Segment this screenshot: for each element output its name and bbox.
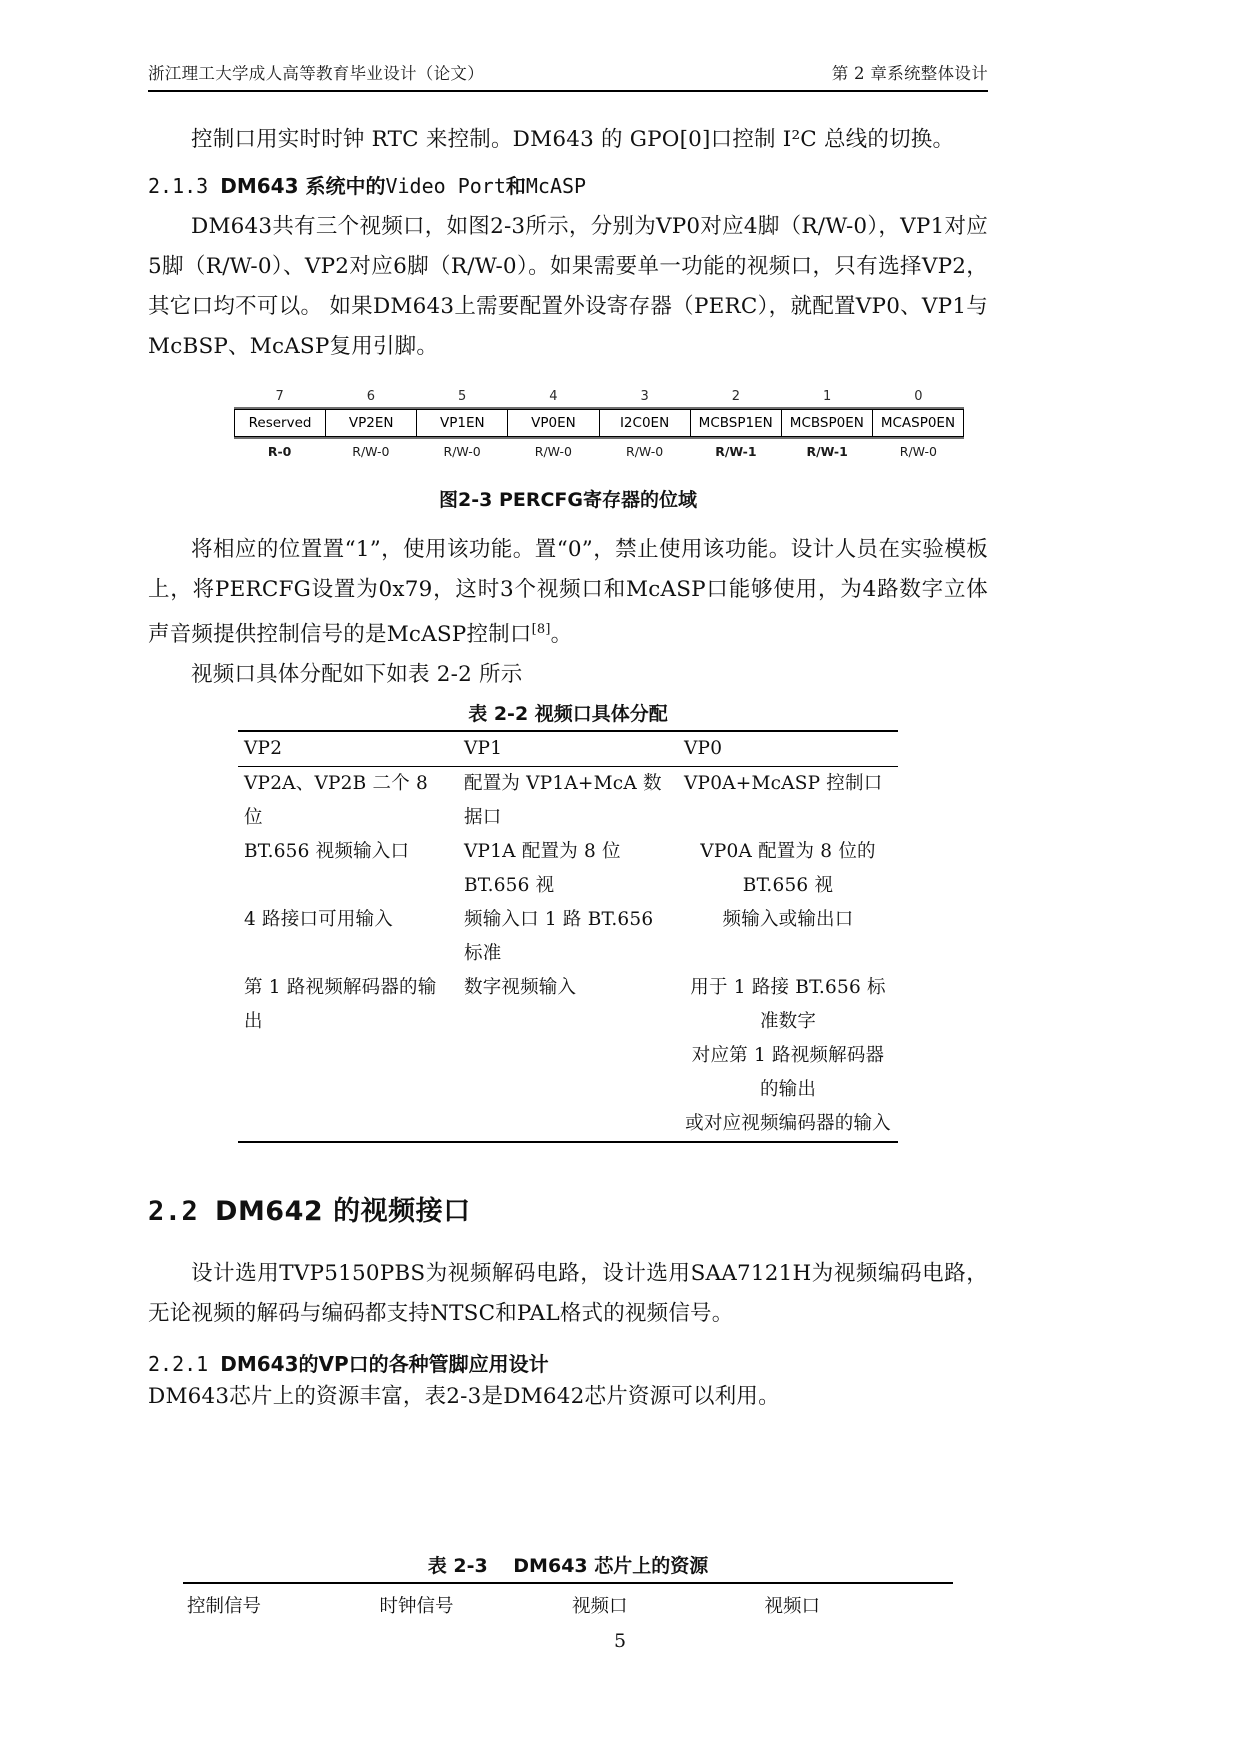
- register-access-cell: R-0: [267, 444, 292, 459]
- register-bit-number: 2: [731, 389, 741, 404]
- register-bit-number: 4: [549, 389, 558, 404]
- register-field-cell: VP2EN: [326, 410, 417, 437]
- table-cell: 或对应视频编码器的输入: [685, 1113, 891, 1135]
- table-row: [238, 903, 898, 971]
- table-cell: 用于 1 路接 BT.656 标准数字: [690, 977, 886, 1033]
- register-field-cell: I2C0EN: [599, 410, 690, 437]
- table-row: [238, 767, 898, 836]
- table-row: [238, 835, 898, 903]
- table-cell: 第 1 路视频解码器的输出: [244, 977, 437, 1033]
- heading-2-2: [148, 1189, 988, 1228]
- register-field-cell: VP0EN: [508, 410, 599, 437]
- paragraph-spacer: [148, 1334, 988, 1348]
- register-box-outline: [234, 407, 964, 439]
- register-bit-number: 5: [457, 389, 467, 404]
- register-access-cell: R/W-1: [806, 444, 848, 459]
- table-cell: 配置为 VP1A+McA 数据口: [458, 767, 678, 836]
- page-content: [148, 60, 988, 1624]
- paragraph-codec: 设计选用TVP5150PBS为视频解码电路，设计选用SAA7121H为视频编码电路，无论视频的解码与编码都支持NTSC和PAL格式的视频信号。: [148, 1261, 988, 1327]
- table-cell: 频输入或输出口: [722, 909, 854, 931]
- register-bit-number: 7: [275, 389, 284, 404]
- register-figure: [234, 389, 964, 459]
- running-header: [148, 60, 988, 90]
- table-cell: VP0A 配置为 8 位的 BT.656 视: [700, 841, 876, 897]
- register-access-row: [234, 439, 964, 459]
- register-field-cell: Reserved: [235, 410, 326, 437]
- table-row: [238, 1039, 898, 1107]
- paragraph-percfg-text: 将相应的位置置“1”，使用该功能。置“0”，禁止使用该功能。设计人员在实验模板上，将PERCFG设置为0x79，这时3个视频口和McASP口能够使用，为4路数字立体声音频提供控制信号的是McASP控制口: [148, 537, 988, 648]
- table-2-3: [183, 1582, 953, 1624]
- table-header-cell: VP0: [678, 731, 898, 767]
- table-cell: VP2A、VP2B 二个 8 位: [238, 767, 458, 836]
- table-header-cell: 控制信号: [183, 1583, 376, 1624]
- register-bit-number-row: [234, 389, 964, 407]
- table-cell: [458, 1107, 678, 1142]
- table-cell: [458, 1039, 678, 1107]
- table-header-cell: 视频口: [568, 1583, 761, 1624]
- table-row: [238, 971, 898, 1039]
- section-spacer: [148, 1143, 988, 1189]
- paragraph-resources: DM643芯片上的资源丰富，表2-3是DM642芯片资源可以利用。: [148, 1384, 780, 1410]
- table-cell: 数字视频输入: [464, 977, 577, 999]
- table-header-cell: VP2: [238, 731, 458, 767]
- register-field-cell: MCBSP1EN: [690, 410, 781, 437]
- heading-2-2-number: 2.2: [148, 1196, 216, 1228]
- table-cell: VP0A+McASP 控制口: [678, 767, 898, 836]
- header-right-text: 第 2 章系统整体设计: [831, 64, 988, 83]
- paragraph-intro: 控制口用实时时钟 RTC 来控制。DM643 的 GPO[0]口控制 I²C 总线的切换。: [191, 127, 955, 152]
- table-2-3-caption: 表 2-3 DM643 芯片上的资源: [427, 1555, 709, 1578]
- register-field-table: [234, 409, 964, 437]
- heading-2-2-1-number: 2.2.1: [148, 1352, 221, 1377]
- register-access-cell: R/W-0: [626, 444, 664, 459]
- table-cell: 4 路接口可用输入: [244, 909, 393, 931]
- table-2-2-caption: 表 2-2 视频口具体分配: [468, 703, 668, 726]
- figure-2-3-caption: 图2-3 PERCFG寄存器的位域: [439, 489, 697, 511]
- table-row-header: [238, 731, 898, 767]
- paragraph-table-lead: 视频口具体分配如下如表 2-2 所示: [191, 662, 523, 688]
- register-access-cell: R/W-0: [534, 444, 572, 459]
- table-cell: 频输入口 1 路 BT.656 标准: [464, 909, 654, 965]
- register-bit-number: 0: [914, 389, 923, 404]
- register-bit-number: 6: [366, 389, 376, 404]
- register-field-cell: VP1EN: [417, 410, 508, 437]
- register-field-row: [235, 410, 964, 437]
- register-bit-number: 1: [822, 389, 832, 404]
- heading-2-2-cn: DM642 的视频接口: [215, 1196, 471, 1228]
- reference-marker: [8]: [531, 622, 551, 637]
- heading-2-1-3-mono2: McASP: [525, 174, 587, 198]
- register-field-cell: MCBSP0EN: [781, 410, 872, 437]
- page-number: 5: [613, 1630, 627, 1652]
- heading-2-2-1-cn: DM643的VP口的各种管脚应用设计: [220, 1352, 549, 1377]
- register-access-cell: R/W-0: [899, 444, 937, 459]
- table-header-cell: 时钟信号: [376, 1583, 569, 1624]
- table-cell: [238, 1039, 458, 1107]
- heading-2-1-3-cn: DM643 系统中的: [220, 174, 386, 198]
- paragraph-percfg: [148, 530, 988, 655]
- register-access-cell: R/W-1: [715, 444, 757, 459]
- large-spacer: [148, 1417, 988, 1547]
- table-header-cell: 视频口: [761, 1583, 954, 1624]
- heading-2-1-3: [148, 170, 988, 199]
- heading-2-1-3-number: 2.1.3: [148, 174, 221, 198]
- heading-2-1-3-mono: Video Port: [385, 174, 506, 198]
- table-header-cell: VP1: [458, 731, 678, 767]
- register-bit-number: 3: [640, 389, 649, 404]
- paragraph-video-ports: DM643共有三个视频口，如图2-3所示，分别为VP0对应4脚（R/W-0），VP1对应5脚（R/W-0）、VP2对应6脚（R/W-0）。如果需要单一功能的视频口，只有选择VP2，其它口均不可以。 如果DM643上需要配置外设寄存器（PERC），就配置VP0、VP1与McBSP、McASP复用引脚。: [148, 214, 988, 359]
- header-rule: [148, 90, 988, 92]
- register-access-cell: R/W-0: [352, 444, 390, 459]
- heading-spacer: [148, 1228, 988, 1254]
- heading-2-2-1: [148, 1348, 988, 1377]
- heading-2-1-3-cn2: 和: [505, 174, 526, 198]
- header-left-text: 浙江理工大学成人高等教育毕业设计（论文）: [148, 64, 484, 83]
- register-access-cell: R/W-0: [443, 444, 481, 459]
- paragraph-percfg-end: 。: [550, 622, 573, 648]
- table-2-2: [238, 730, 898, 1143]
- table-row-header: [183, 1583, 953, 1624]
- table-cell: [238, 1107, 458, 1142]
- register-access-table: [234, 439, 964, 459]
- table-cell: 对应第 1 路视频解码器的输出: [691, 1045, 885, 1101]
- register-field-cell: MCASP0EN: [872, 410, 963, 437]
- register-bitfield-table: [234, 389, 964, 407]
- table-cell: VP1A 配置为 8 位 BT.656 视: [464, 841, 621, 897]
- table-row: [238, 1107, 898, 1142]
- table-cell: BT.656 视频输入口: [244, 841, 410, 863]
